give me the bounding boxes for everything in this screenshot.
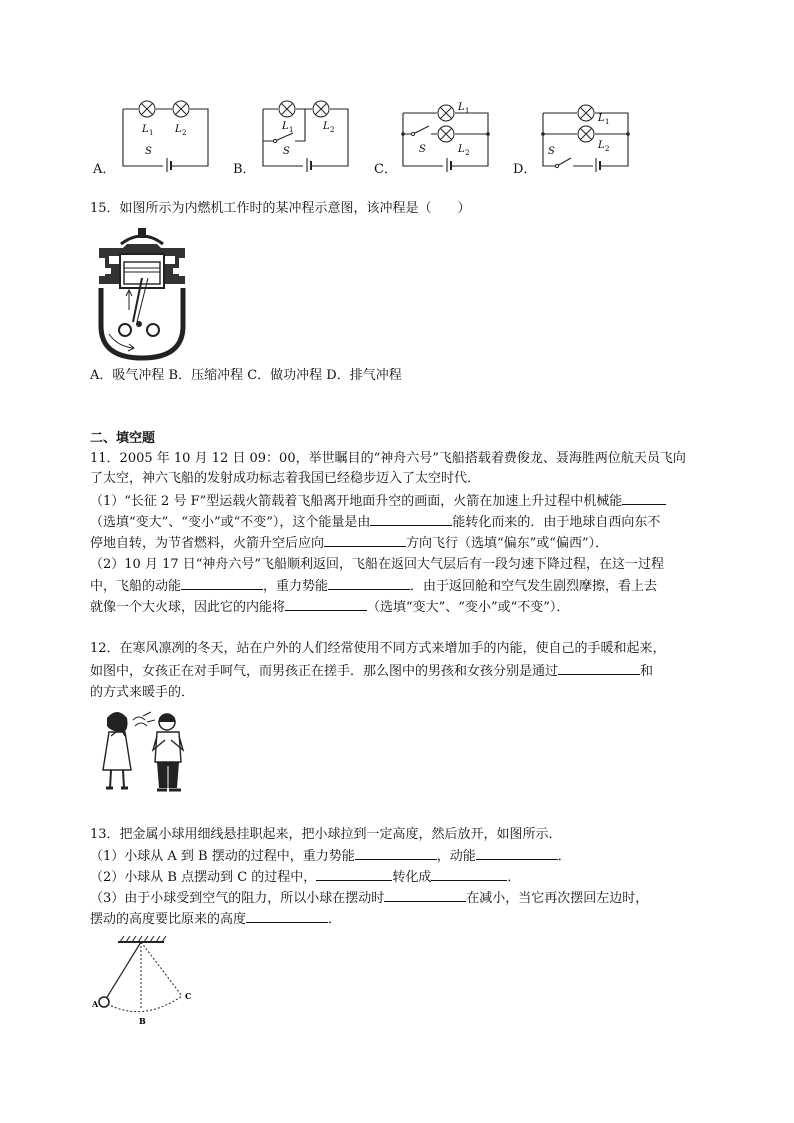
option-d-label: D． — [513, 162, 537, 177]
q11-line-8: 就像一个大火球，因此它的内能将 （选填“变大”、“变小”或“不变”）． — [90, 600, 570, 615]
svg-text:2: 2 — [330, 126, 335, 134]
answer-blank[interactable] — [476, 847, 558, 860]
pendulum-diagram — [90, 934, 200, 1026]
q11-line-2: 了太空，神六飞船的发射成功标志着我国已经稳步迈入了太空时代． — [90, 471, 481, 486]
answer-blank[interactable] — [431, 868, 507, 881]
q12-line-2: 如图中，女孩正在对手呵气，而男孩正在搓手．那么图中的男孩和女孩分别是通过 和 — [90, 664, 654, 679]
svg-text:S: S — [419, 144, 426, 155]
answer-blank[interactable] — [246, 910, 328, 923]
svg-text:S: S — [283, 146, 290, 157]
q11-line-6: （2）10 月 17 日“神舟六号”飞船顺利返回，飞船在返回大气层后有一段匀速下降过程，在这一过程 — [90, 557, 665, 572]
answer-blank[interactable] — [316, 868, 392, 881]
q11-line-7: 中，飞船的动能 ，重力势能 ．由于返回舱和空气发生剧烈摩擦，看上去 — [90, 579, 658, 594]
q13-line-4: （3）由于小球受到空气的阻力，所以小球在摆动时 在减小，当它再次摆回左边时， — [90, 891, 649, 906]
answer-blank[interactable] — [324, 534, 406, 547]
q11-line-1: 11．2005 年 10 月 12 日 09：00，举世瞩目的“神舟六号”飞船搭载着费俊龙、聂海胜两位航天员飞向 — [90, 451, 686, 466]
answer-blank[interactable] — [622, 492, 666, 505]
q12-line-1: 12．在寒风凛冽的冬天，站在户外的人们经常使用不同方式来增加手的内能，使自己的手暖和起来， — [90, 641, 666, 656]
q11-line-4: （选填“变大”、“变小”或“不变”），这个能量是由 能转化而来的．由于地球自西向东不 — [90, 515, 661, 530]
q12-line-3: 的方式来暖手的． — [90, 685, 195, 700]
svg-text:1: 1 — [289, 126, 294, 134]
circuit-diagram-b — [255, 96, 355, 174]
q13-line-5: 摆动的高度要比原来的高度 ． — [90, 912, 342, 927]
q13-line-1: 13．把金属小球用细线悬挂职起来，把小球拉到一定高度，然后放开，如图所示． — [90, 827, 562, 842]
option-c-label: C． — [374, 162, 397, 177]
circuit-diagram-d — [535, 96, 635, 174]
section-title: 二、填空题 — [90, 431, 156, 446]
answer-blank[interactable] — [285, 598, 367, 611]
q11-line-3: （1）“长征 2 号 F”型运载火箭载着飞船离开地面升空的画面，火箭在加速上升过程中机械能 — [90, 492, 710, 511]
circuit-diagram-c — [395, 96, 495, 174]
answer-blank[interactable] — [328, 577, 410, 590]
svg-text:B: B — [139, 1016, 146, 1026]
answer-blank[interactable] — [558, 662, 640, 675]
q13-line-3: （2）小球从 B 点摆动到 C 的过程中， 转化成 ． — [90, 870, 521, 885]
q13-line-2: （1）小球从 A 到 B 摆动的过程中，重力势能 ，动能 ． — [90, 849, 571, 864]
svg-text:1: 1 — [605, 118, 610, 126]
svg-text:L: L — [323, 121, 330, 132]
q11-line-5: 停地自转，为节省燃料，火箭升空后应向 方向飞行（选填“偏东”或“偏西”）． — [90, 536, 609, 551]
svg-text:S: S — [548, 146, 555, 157]
svg-text:A: A — [92, 999, 99, 1009]
answer-blank[interactable] — [355, 847, 437, 860]
svg-text:2: 2 — [182, 129, 187, 137]
option-b-label: B． — [233, 162, 256, 177]
svg-text:L: L — [598, 140, 605, 151]
svg-text:L: L — [175, 124, 182, 135]
q15-stem: 15．如图所示为内燃机工作时的某冲程示意图，该冲程是（ ） — [90, 201, 471, 216]
svg-text:2: 2 — [605, 145, 610, 153]
svg-text:1: 1 — [465, 107, 470, 115]
engine-stroke-diagram — [93, 226, 193, 361]
svg-text:S: S — [145, 146, 152, 157]
answer-blank[interactable] — [181, 577, 263, 590]
svg-text:L: L — [598, 113, 605, 124]
svg-text:L: L — [458, 102, 465, 113]
children-warming-hands-illustration — [95, 708, 195, 794]
svg-text:L: L — [142, 124, 149, 135]
answer-blank[interactable] — [370, 513, 452, 526]
circuit-diagram-a — [115, 96, 215, 174]
svg-text:L: L — [458, 144, 465, 155]
svg-text:1: 1 — [149, 129, 154, 137]
q15-choices: A．吸气冲程 B．压缩冲程 C．做功冲程 D．排气冲程 — [90, 368, 402, 383]
svg-text:2: 2 — [465, 149, 470, 157]
option-a-label: A． — [93, 162, 116, 177]
answer-blank[interactable] — [384, 889, 466, 902]
svg-text:C: C — [185, 991, 192, 1001]
svg-text:L: L — [282, 121, 289, 132]
